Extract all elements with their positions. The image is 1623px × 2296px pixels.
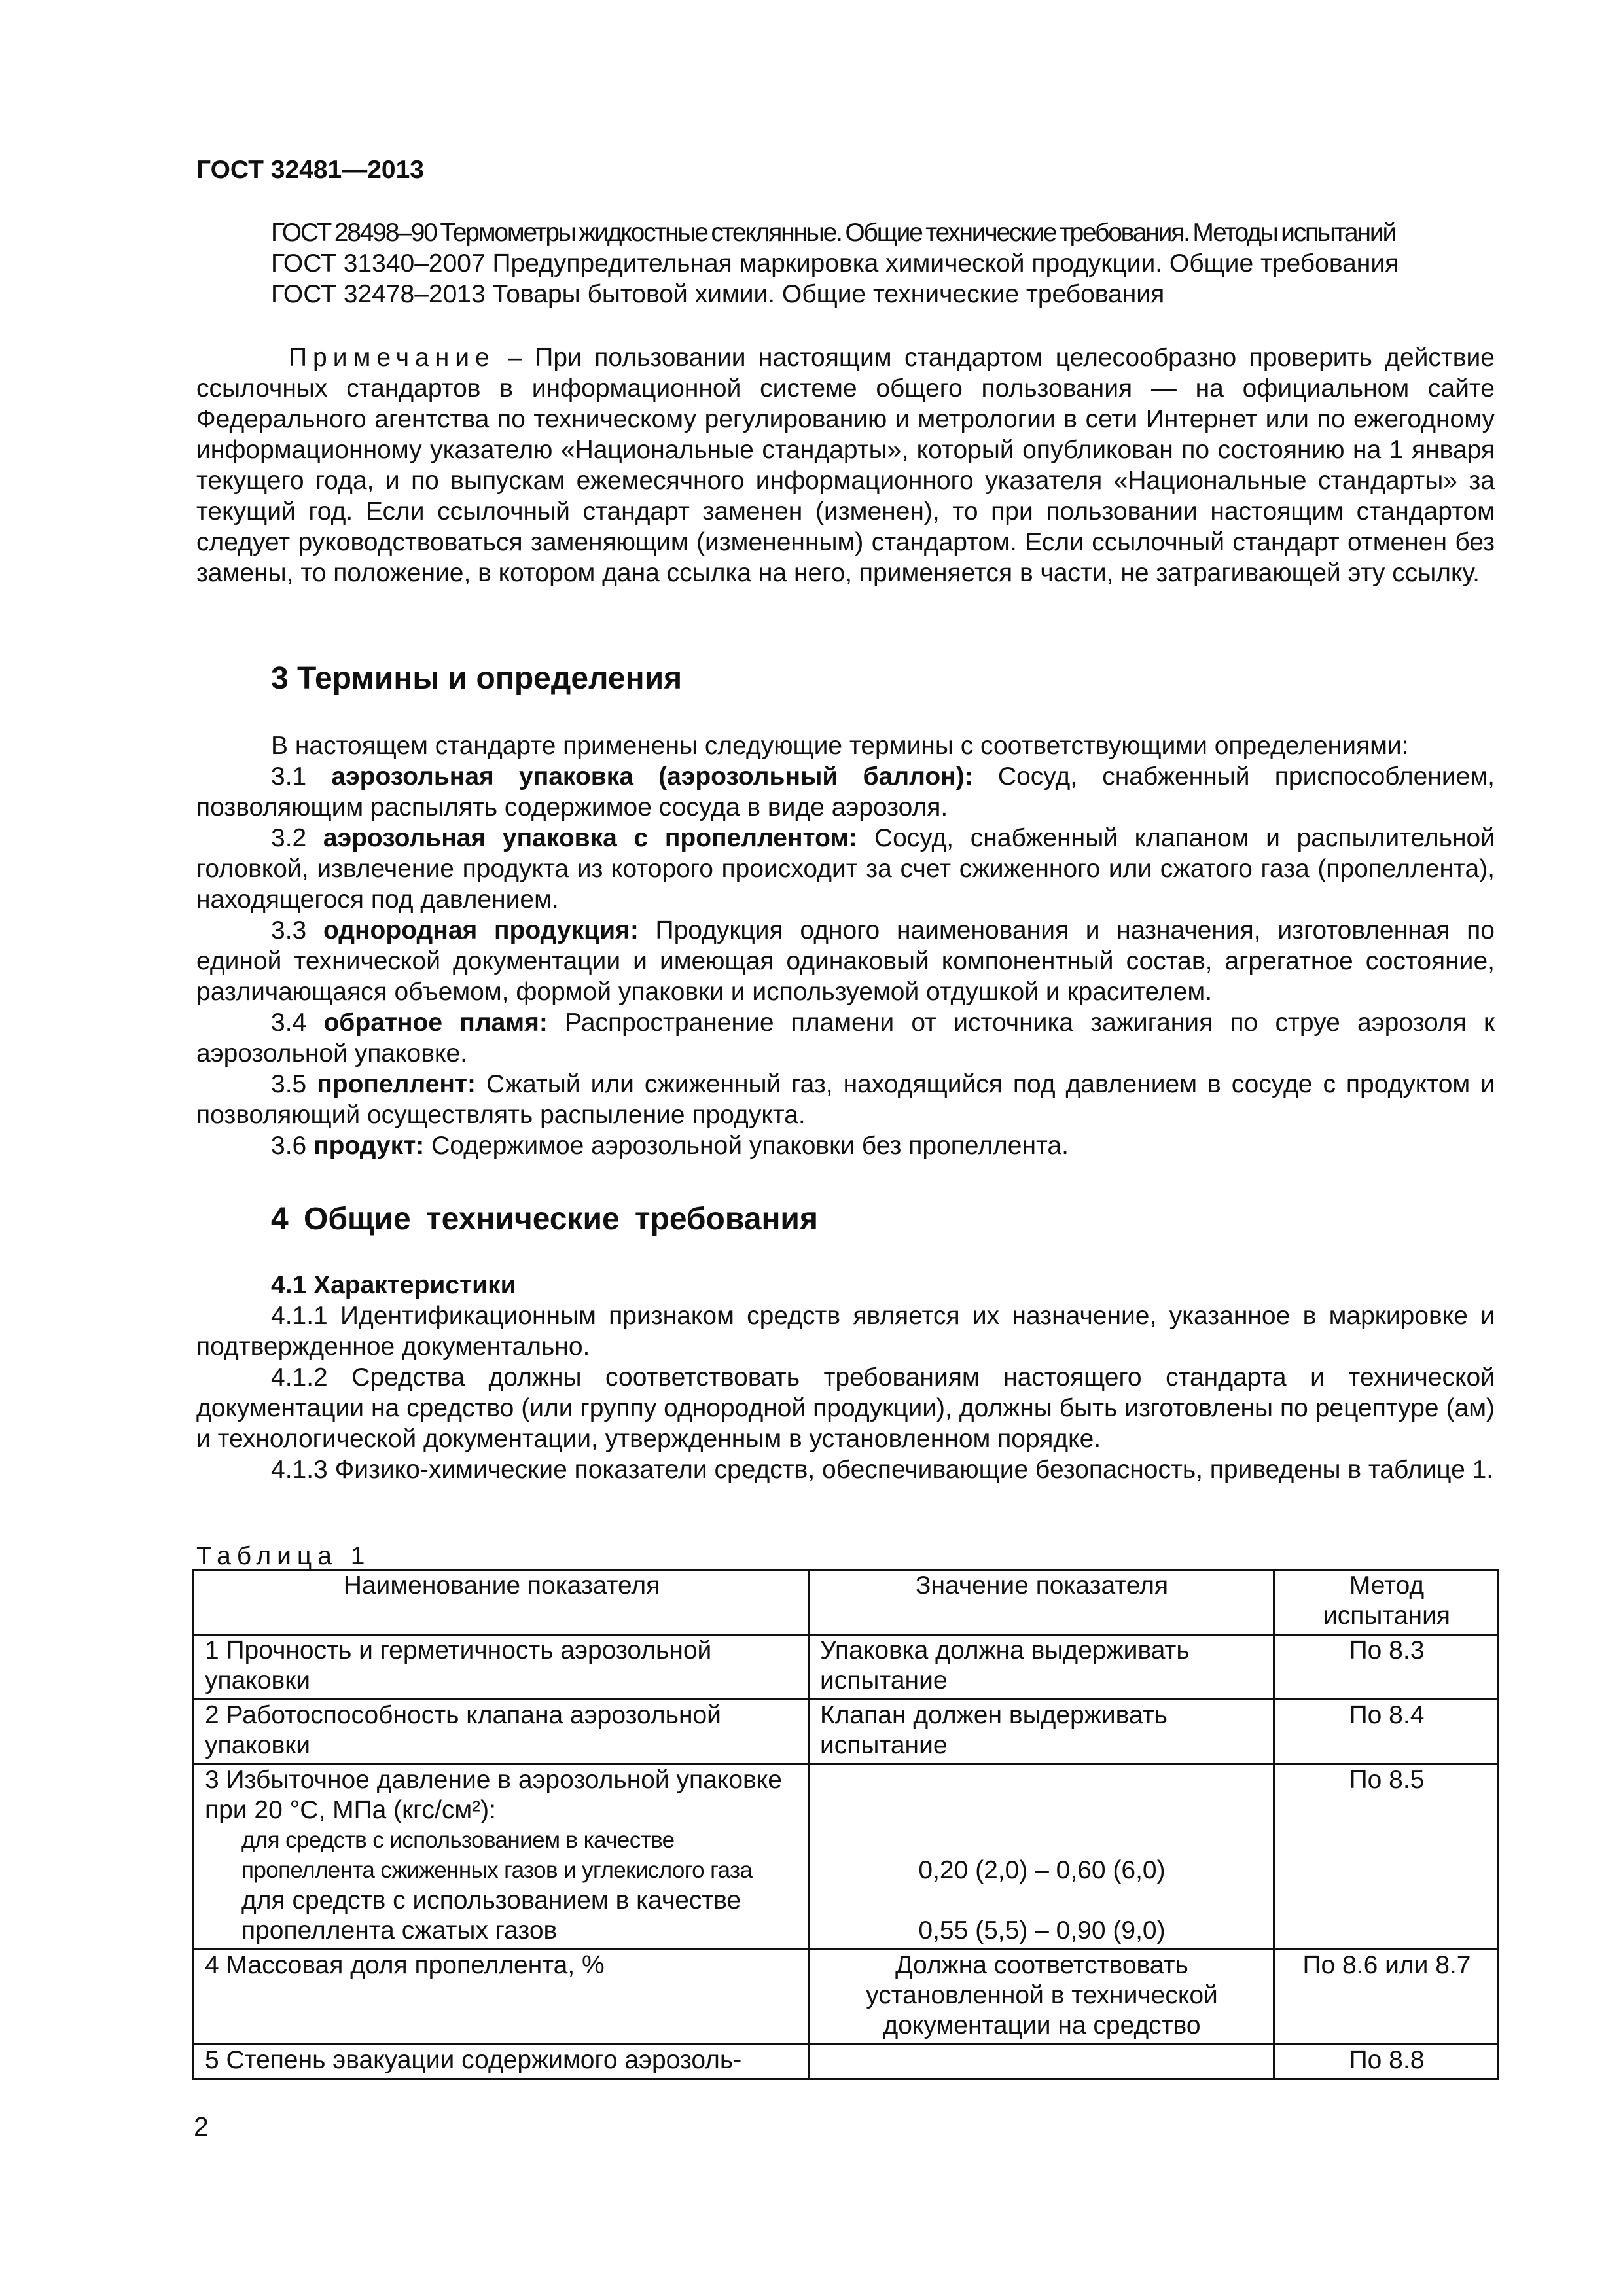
normative-references [271, 217, 1495, 310]
term: продукт: [313, 1132, 425, 1160]
term-definition: 3.5 пропеллент: Сжатый или сжиженный газ, находящийся под давлением в сосуде с продуктом и позволяющий осуществлять распыление продукта. [196, 1070, 1495, 1129]
term: однородная продукция: [323, 916, 639, 944]
term-definition: 3.3 однородная продукция: Продукция одного наименования и назначения, изготовленная по единой технической документации и имеющая одинаковый компонентный состав, агрегатное состояние, различающаяся объемом, формой упаковки и используемой отдушкой и красителем. [196, 916, 1495, 1006]
column-header: Наименование показателя [194, 1570, 809, 1635]
paragraph: 4.1.2 Средства должны соответствовать требованиям настоящего стандарта и технической документации на средство (или группу однородной продукции), должны быть изготовлены по рецептуре (ам) и технологической документации, утвержденным в установленном порядке. [196, 1363, 1495, 1453]
indicator-value: Должна соответствовать установленной в технической документации на средство [809, 1950, 1274, 2045]
reference-item: ГОСТ 28498–90 Термометры жидкостные стеклянные. Общие технические требования. Методы испытаний [271, 219, 1396, 247]
indicator-name [194, 1765, 809, 1950]
indicator-value [809, 1765, 1274, 1950]
indicator-name: 4 Массовая доля пропеллента, % [194, 1950, 809, 2045]
term-definition: 3.6 продукт: Содержимое аэрозольной упаковки без пропеллента. [271, 1132, 1069, 1160]
document-code: ГОСТ 32481—2013 [196, 156, 424, 184]
indicator-name: 2 Работоспособность клапана аэрозольной упаковки [194, 1700, 809, 1765]
reference-item: ГОСТ 32478–2013 Товары бытовой химии. Общие технические требования [271, 280, 1165, 308]
indicator-name: 5 Степень эвакуации содержимого аэрозоль- [194, 2045, 809, 2079]
value-range: 0,55 (5,5) – 0,90 (9,0) [918, 1916, 1166, 1945]
indicator-value: Упаковка должна выдерживать испытание [809, 1635, 1274, 1700]
table-row [194, 1950, 1499, 2045]
section-4-body [196, 1270, 1495, 1485]
indicator-value [809, 2045, 1274, 2079]
indicator-name-lead: 3 Избыточное давление в аэрозольной упаковке при 20 °С, МПа (кгс/см²): [205, 1766, 782, 1824]
term: аэрозольная упаковка (аэрозольный баллон): [331, 762, 973, 791]
page-number: 2 [194, 2111, 209, 2142]
indicator-name: 1 Прочность и герметичность аэрозольной упаковки [194, 1635, 809, 1700]
indicator-subitem: для средств с использованием в качестве пропеллента сжиженных газов и углекислого газа [241, 1827, 753, 1883]
section-intro: В настоящем стандарте применены следующие термины с соответствующими определениями: [271, 732, 1409, 760]
term: аэрозольная упаковка с пропеллентом: [323, 824, 858, 852]
table-row [194, 1700, 1499, 1765]
term-definition: 3.4 обратное пламя: Распространение пламени от источника зажигания по струе аэрозоля к аэрозольной упаковке. [196, 1009, 1495, 1067]
section-3-heading [271, 660, 682, 698]
section-4-heading [271, 1200, 818, 1238]
table-header-row [194, 1570, 1499, 1635]
paragraph: 4.1.1 Идентификационным признаком средств является их назначение, указанное в маркировке и подтвержденное документально. [196, 1302, 1495, 1361]
table-row [194, 1765, 1499, 1950]
term-definition: 3.1 аэрозольная упаковка (аэрозольный баллон): Сосуд, снабженный приспособлением, позволяющим распылять содержимое сосуда в виде аэрозоля. [196, 762, 1495, 821]
note-block [196, 342, 1495, 588]
section-title: 3 Термины и определения [271, 661, 683, 696]
test-method: По 8.3 [1274, 1635, 1499, 1700]
requirements-table [192, 1569, 1499, 2080]
term: обратное пламя: [323, 1009, 548, 1037]
test-method: По 8.8 [1274, 2045, 1499, 2079]
section-title: 4 Общие технические требования [271, 1202, 818, 1236]
table-row [194, 1635, 1499, 1700]
test-method: По 8.4 [1274, 1700, 1499, 1765]
paragraph: 4.1.3 Физико-химические показатели средств, обеспечивающие безопасность, приведены в таблице 1. [271, 1456, 1494, 1484]
section-3-body [196, 730, 1495, 1161]
term-definition: 3.2 аэрозольная упаковка с пропеллентом: Сосуд, снабженный клапаном и распылительной головкой, извлечение продукта из которого происходит за счет сжиженного или сжатого газа (пропеллента), находящегося под давлением. [196, 824, 1495, 914]
indicator-subitem: для средств с использованием в качестве пропеллента сжатых газов [241, 1886, 741, 1945]
subsection-title: 4.1 Характеристики [271, 1271, 516, 1299]
table-caption: Таблица 1 [196, 1542, 371, 1570]
note-label: Примечание [289, 344, 495, 372]
column-header: Значение показателя [809, 1570, 1274, 1635]
indicator-value: Клапан должен выдерживать испытание [809, 1700, 1274, 1765]
table-row [194, 2045, 1499, 2079]
value-range: 0,20 (2,0) – 0,60 (6,0) [918, 1856, 1166, 1884]
test-method: По 8.5 [1274, 1765, 1499, 1950]
reference-item: ГОСТ 31340–2007 Предупредительная маркировка химической продукции. Общие требования [271, 249, 1399, 278]
note-text: – При пользовании настоящим стандартом целесообразно проверить действие ссылочных стандартов в информационной системе общего пользования — на официальном сайте Федерального агентства по техническому регулированию и метрологии в сети Интернет или по ежегодному информационному указателю «Национальные стандарты», который опубликован по состоянию на 1 января текущего года, и по выпускам ежемесячного информационного указателя «Национальные стандарты» за текущий год. Если ссылочный стандарт заменен (изменен), то при пользовании настоящим стандартом следует руководствоваться заменяющим (измененным) стандартом. Если ссылочный стандарт отменен без замены, то положение, в котором дана ссылка на него, применяется в части, не затрагивающей эту ссылку. [196, 344, 1495, 587]
column-header: Метод испытания [1274, 1570, 1499, 1635]
test-method: По 8.6 или 8.7 [1274, 1950, 1499, 2045]
term: пропеллент: [317, 1070, 476, 1098]
